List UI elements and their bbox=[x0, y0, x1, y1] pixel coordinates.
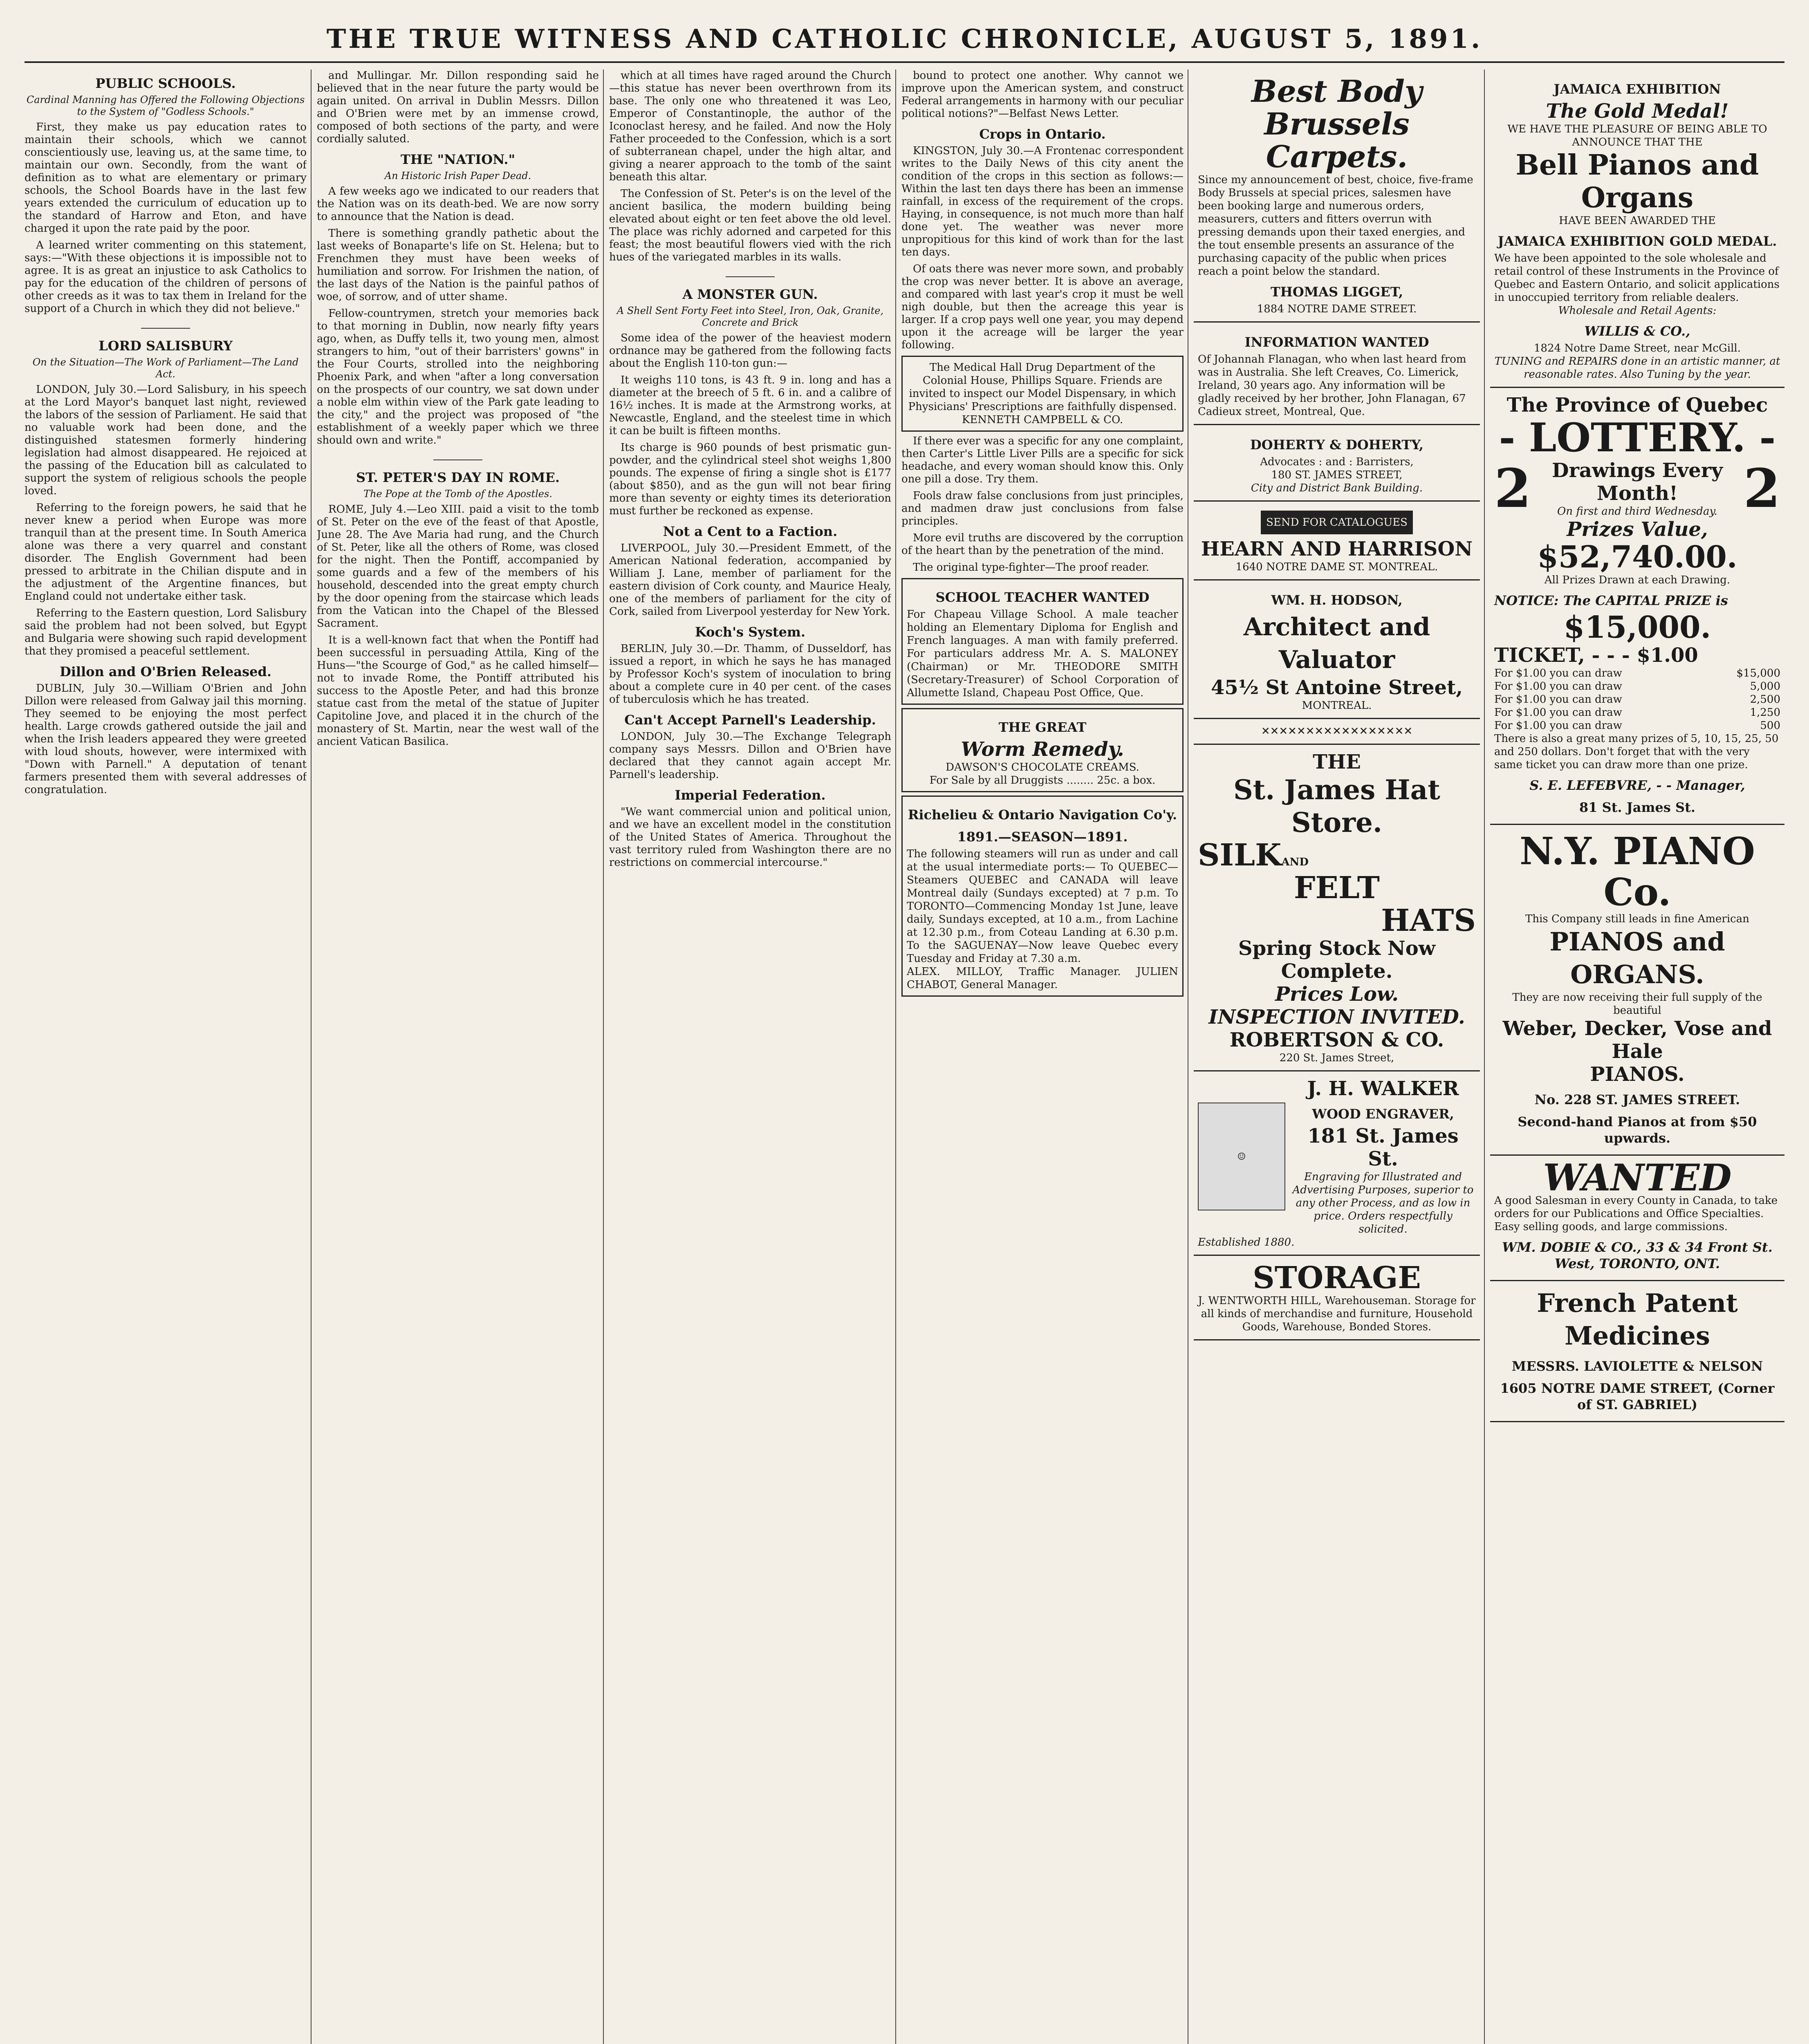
paragraph: LONDON, July 30.—The Exchange Telegraph company says Messrs. Dillon and O'Brien have declared that they cannot again accept Mr. Parnell's leadership. bbox=[609, 731, 891, 781]
ad-tuning: TUNING and REPAIRS done in an artistic manner, at reasonable rates. Also Tuning by the year. bbox=[1494, 355, 1780, 381]
headline-monster-gun: A MONSTER GUN. bbox=[682, 287, 818, 302]
ad-address: 1824 Notre Dame Street, near McGill. bbox=[1534, 342, 1741, 354]
ad-title: N.Y. PIANO Co. bbox=[1520, 829, 1755, 914]
prize-label: For $1.00 you can draw bbox=[1494, 680, 1622, 693]
paragraph: and Mullingar. Mr. Dillon responding said he believed that in the near future the party would be again united. On arrival in Dublin Messrs. Dillon and O'Brien were met by an immense crowd, composed of both sections of the party, and were cordially saluted. bbox=[317, 69, 599, 145]
paragraph: which at all times have raged around the Church—this statue has never been overthrown from its base. The only one who threatened it was Leo, Emperor of Constantinople, the author of the Iconoclast heresy, and he failed. And now the Holy Father proceeded to the Confession, which is a sort of subterranean chapel, under the high altar, and giving a nearer approach to the tomb of the saint beneath this altar. bbox=[609, 69, 891, 183]
ad-line: Spring Stock Now Complete. bbox=[1238, 937, 1436, 983]
column-rule bbox=[895, 69, 896, 2044]
ad-agents: Wholesale and Retail Agents: bbox=[1558, 305, 1717, 317]
notice-signature: KENNETH CAMPBELL & CO. bbox=[962, 414, 1123, 426]
portrait-engraving-icon: ☺ bbox=[1198, 1103, 1285, 1210]
newspaper-title: THE TRUE WITNESS AND CATHOLIC CHRONICLE, AUGUST 5, 1891. bbox=[326, 24, 1483, 54]
ad-kicker: The Gold Medal! bbox=[1546, 100, 1729, 123]
ad-headline: PIANOS and ORGANS. bbox=[1549, 927, 1725, 989]
prize-value: 5,000 bbox=[1750, 680, 1780, 693]
prizes-total: $52,740.00. bbox=[1537, 540, 1737, 575]
information-wanted-ad bbox=[1194, 323, 1480, 425]
paragraph: Referring to the foreign powers, he said that he never knew a period when Europe was more tranquil than at the present time. In South America alone was there a very quarrel and constant disorder. The English Government had been pressed to arbitrate in the Chilian dispute and in the adjustment of the Argentine finances, but England could not undertake either task. bbox=[25, 502, 307, 603]
ad-signature: ALEX. MILLOY, Traffic Manager. JULIEN CHABOT, General Manager. bbox=[907, 966, 1178, 991]
ticket-price: TICKET, - - - $1.00 bbox=[1494, 644, 1698, 667]
column-3 bbox=[609, 69, 891, 2044]
ad-headline: The Province of Quebec bbox=[1506, 394, 1768, 417]
ad-title: STORAGE bbox=[1253, 1260, 1421, 1295]
medical-hall-notice bbox=[901, 356, 1184, 432]
paragraph: "We want commercial union and political union, and we have an excellent model in the constitution of the United States of America. Throughout the vast territory ruled from Washington there are no restrictions on commercial intercourse." bbox=[609, 806, 891, 869]
headline-dillon-obrien: Dillon and O'Brien Released. bbox=[59, 664, 272, 679]
paragraph: Fools draw false conclusions from just principles, and madmen draw just conclusions from false principles. bbox=[901, 490, 1184, 527]
drawings-text bbox=[1535, 459, 1739, 518]
lottery-ad bbox=[1490, 388, 1784, 825]
ad-title: WOOD ENGRAVER, bbox=[1312, 1106, 1454, 1122]
badge-label: SEND FOR CATALOGUES bbox=[1266, 516, 1408, 529]
ad-brands: Weber, Decker, Vose and Hale bbox=[1502, 1017, 1772, 1063]
paragraph: Of oats there was never more sown, and probably the crop was never better. It is above an average, and compared with last year's crop it must be well nigh double, but then the acreage this year is larger. If a crop pays well one year, you may depend upon it the acreage will be larger the year following. bbox=[901, 263, 1184, 351]
wanted-salesman-ad bbox=[1490, 1156, 1784, 1281]
column-1 bbox=[25, 69, 307, 2044]
prize-label: For $1.00 you can draw bbox=[1494, 719, 1622, 732]
ad-title: SCHOOL TEACHER WANTED bbox=[935, 589, 1150, 605]
ad-established: Established 1880. bbox=[1198, 1236, 1295, 1248]
subhead: On the Situation—The Work of Parliament—The Land Act. bbox=[32, 356, 299, 380]
paragraph: Fellow-countrymen, stretch your memories back to that morning in Dublin, now nearly fifty years ago, when, as Duffy tells it, two young men, almost strangers to him, "out of their barristers' gowns" in the Four Courts, strolled into the neighboring Phoenix Park, and when "after a long conversation on the prospects of our country, we sat down under a noble elm within view of the Park gate leading to the city," and the project was proposed of "the establishment of a weekly paper which we three should own and write." bbox=[317, 307, 599, 446]
ad-title: Architect and Valuator bbox=[1243, 613, 1430, 674]
engraver-text bbox=[1290, 1077, 1476, 1236]
headline-parnell-leadership: Can't Accept Parnell's Leadership. bbox=[624, 712, 876, 728]
hat-store-ad bbox=[1194, 745, 1480, 1071]
subhead: A Shell Sent Forty Feet into Steel, Iron, Oak, Granite, Concrete and Brick bbox=[616, 305, 884, 328]
drawings-line: Drawings Every Month! bbox=[1552, 459, 1723, 505]
headline-imperial-federation: Imperial Federation. bbox=[675, 787, 826, 803]
ad-kicker: JAMAICA EXHIBITION bbox=[1553, 81, 1721, 97]
ad-name: WM. H. HODSON, bbox=[1271, 592, 1403, 608]
ad-address: No. 228 ST. JAMES STREET. bbox=[1534, 1092, 1740, 1107]
ads-column-2 bbox=[1490, 69, 1784, 2044]
ad-body: Engraving for Illustrated and Advertising Purposes, superior to any other Process, and as low in price. Orders respectfully solicited. bbox=[1292, 1171, 1474, 1235]
headline-st-peters-day: ST. PETER'S DAY IN ROME. bbox=[356, 470, 560, 485]
ad-body: Of Johannah Flanagan, who when last heard from was in Australia. She left Creaves, Co. Limerick, Ireland, 30 years ago. Any information will be gladly received by her brother, John Flanagan, 67 Cadieux street, Montreal, Que. bbox=[1198, 353, 1466, 418]
ad-line: WE HAVE THE PLEASURE OF BEING ABLE TO ANNOUNCE THAT THE bbox=[1507, 123, 1767, 148]
paragraph: Referring to the Eastern question, Lord Salisbury said the problem had not been solved, but Egypt and Bulgaria were showing such rapid development that they promised a peaceful settlement. bbox=[25, 607, 307, 657]
ad-address: WM. DOBIE & CO., 33 & 34 Front St. West, TORONTO, ONT. bbox=[1502, 1239, 1773, 1271]
divider bbox=[609, 268, 891, 280]
paragraph: It is a well-known fact that when the Pontiff had been successful in persuading Attila, King of the Huns—"the Scourge of God," as he called himself—not to invade Rome, the Pontiff attributed his success to the Apostle Peter, and had this bronze statue cast from the metal of the statue of Jupiter Capitoline Jove, and placed it in the church of the monastery of St. Martin, near the west wall of the ancient Vatican Basilica. bbox=[317, 634, 599, 748]
prize-value: 500 bbox=[1760, 719, 1780, 732]
prize-label: For $1.00 you can draw bbox=[1494, 667, 1622, 679]
ad-line: This Company still leads in fine American bbox=[1525, 913, 1749, 925]
column-rule bbox=[311, 69, 312, 2044]
ad-title: HEARN AND HARRISON bbox=[1201, 538, 1473, 560]
ad-manager: S. E. LEFEBVRE, - - Manager, bbox=[1529, 778, 1745, 793]
paragraph: bound to protect one another. Why cannot we improve upon the American system, and construct Federal arrangements in harmony with our peculiar political notions?"—Belfast News Letter. bbox=[901, 69, 1184, 120]
paragraph: A learned writer commenting on this statement, says:—"With these objections it is impossible not to agree. It is as great an injustice to ask Catholics to pay for the education of the children of persons of other creeds as it was to tax them in Ireland for the support of a Church in which they did not believe." bbox=[25, 239, 307, 315]
ad-kicker: THE bbox=[1313, 751, 1361, 773]
ad-line: 180 ST. JAMES STREET, bbox=[1271, 469, 1403, 481]
notice-text: The Medical Hall Drug Department of the Colonial House, Phillips Square. Friends are invited to inspect our Model Dispensary, in which Physicians' Prescriptions are faithfully dispensed. bbox=[908, 361, 1177, 413]
headline-public-schools: PUBLIC SCHOOLS. bbox=[95, 76, 236, 91]
ad-felt: FELT bbox=[1293, 870, 1380, 905]
prize-value: 2,500 bbox=[1750, 693, 1780, 706]
paragraph: If there ever was a specific for any one complaint, then Carter's Little Liver Pills are a specific for sick headache, and every woman should know this. Only one pill a dose. Try them. bbox=[901, 435, 1184, 485]
prize-label: For $1.00 you can draw bbox=[1494, 706, 1622, 719]
engraver-block bbox=[1198, 1077, 1476, 1236]
ad-line: They are now receiving their full supply of the beautiful bbox=[1512, 991, 1762, 1017]
silk-word: SILK bbox=[1198, 838, 1282, 873]
ad-headline: Brussels bbox=[1264, 107, 1410, 142]
paragraph: Its charge is 960 pounds of best prismatic gun-powder, and the cylindrical steel shot weighs 1,800 pounds. The expense of firing a single shot is £177 (about $850), and as the gun will not bear firing more than seventy or eighty times its deterioration must further be reckoned as expense. bbox=[609, 442, 891, 517]
prize-row bbox=[1494, 680, 1780, 693]
ad-title: St. James Hat Store. bbox=[1233, 774, 1440, 838]
headline-the-nation: THE "NATION." bbox=[400, 152, 516, 167]
paragraph: It weighs 110 tons, is 43 ft. 9 in. long and has a diameter at the breech of 5 ft. 6 in. and a calibre of 16½ inches. It is made at the Armstrong works, at Newcastle, England, and the steelest time in which it can be built is fifteen months. bbox=[609, 374, 891, 437]
paragraph: The Confession of St. Peter's is on the level of the ancient basilica, the modern building being elevated about eight or ten feet above the old level. The place was richly adorned and carpeted for this feast; the most beautiful flowers vied with the rich hues of the variegated marbles in its walls. bbox=[609, 188, 891, 263]
worm-remedy-ad bbox=[901, 708, 1184, 792]
ad-firm: ROBERTSON & CO. bbox=[1229, 1029, 1444, 1051]
ad-second-hand: Second-hand Pianos at from $50 upwards. bbox=[1518, 1114, 1757, 1146]
ad-address: 1640 NOTRE DAME ST. MONTREAL. bbox=[1235, 561, 1438, 573]
prize-value: $15,000 bbox=[1736, 667, 1780, 679]
ad-title: - LOTTERY. - bbox=[1499, 415, 1776, 461]
ad-title: French Patent Medicines bbox=[1537, 1288, 1738, 1351]
bell-pianos-ad bbox=[1490, 69, 1784, 388]
ad-hats: HATS bbox=[1381, 903, 1476, 938]
patent-medicines-ad bbox=[1490, 1281, 1784, 1422]
ad-title: Worm Remedy. bbox=[961, 738, 1124, 761]
ad-silk bbox=[1198, 839, 1476, 872]
prize-label: For $1.00 you can draw bbox=[1494, 693, 1622, 706]
drawings-number: 2 bbox=[1494, 457, 1531, 520]
capital-prize-notice: NOTICE: The CAPITAL PRIZE is bbox=[1494, 593, 1728, 608]
ad-body: We have been appointed to the sole wholesale and retail control of these Instruments in the Province of Quebec and Eastern Ontario, and solicit applications in unoccupied territory from reliable dealers. bbox=[1494, 252, 1780, 304]
paragraph: There is something grandly pathetic about the last weeks of Bonaparte's life on St. Helena; but to Frenchmen they must have been weeks of humiliation and sorrow. For Irishmen the nation, of the last days of the Nation is the painful pathos of woe, of sorrow, and of utter shame. bbox=[317, 227, 599, 303]
hodson-ad bbox=[1194, 580, 1480, 719]
paragraph: The original type-fighter—The proof reader. bbox=[913, 561, 1150, 574]
headline-crops-ontario: Crops in Ontario. bbox=[979, 126, 1106, 142]
column-rule bbox=[1484, 69, 1485, 2044]
paragraph: LONDON, July 30.—Lord Salisbury, in his speech at the Lord Mayor's banquet last night, reviewed the labors of the session of Parliament. He said that no valuable work had been done, and the distinguished statesmen formerly hindering legislation had almost disappeared. He rejoiced at the passing of the Education bill as calculated to support the system of religious schools the people loved. bbox=[25, 383, 307, 497]
ad-line: Advocates : and : Barristers, bbox=[1260, 456, 1414, 468]
ad-city: MONTREAL. bbox=[1302, 699, 1372, 712]
ads-column-1 bbox=[1194, 69, 1480, 2044]
ad-headline: Carpets. bbox=[1266, 139, 1408, 175]
ad-sale: For Sale by all Druggists ........ 25c. a box. bbox=[929, 774, 1156, 787]
ad-address: 81 St. James St. bbox=[1579, 800, 1696, 815]
carpets-ad bbox=[1194, 69, 1480, 323]
ad-name: THOMAS LIGGET, bbox=[1270, 284, 1403, 300]
drawings-days: On first and third Wednesday. bbox=[1557, 505, 1717, 518]
prizes-value-label: Prizes Value, bbox=[1567, 518, 1708, 541]
ad-body: For Chapeau Village School. A male teacher holding an Elementary Diploma for English and French languages. A man with family preferred. For particulars address Mr. A. S. MALONEY (Chairman) or Mr. THEODORE SMITH (Secretary-Treasurer) of School Corporation of Allumette Island, Chapeau Post Office, Que. bbox=[907, 608, 1178, 699]
headline-not-a-cent: Not a Cent to a Faction. bbox=[663, 524, 838, 539]
and-word: AND bbox=[1281, 856, 1309, 868]
doherty-ad bbox=[1194, 425, 1480, 502]
storage-ad bbox=[1194, 1256, 1480, 1340]
paragraph: More evil truths are discovered by the corruption of the heart than by the penetration of the mind. bbox=[901, 532, 1184, 557]
paragraph: ROME, July 4.—Leo XIII. paid a visit to the tomb of St. Peter on the eve of the feast of that Apostle, June 28. The Ave Maria had rung, and the Church of St. Peter, like all the others of Rome, was closed for the night. Then the Pontiff, accompanied by some guards and a few of the members of his household, descended into the great empty church by the door opening from the staircase which leads from the Vatican into the Chapel of the Blessed Sacrament. bbox=[317, 503, 599, 630]
ad-title: WANTED bbox=[1543, 1156, 1732, 1199]
column-rule bbox=[603, 69, 604, 2044]
hearn-harrison-ad bbox=[1194, 502, 1480, 580]
ad-body: There is also a great many prizes of 5, 10, 15, 25, 50 and 250 dollars. Don't forget that with the very same ticket you can draw more than one prize. bbox=[1494, 733, 1779, 771]
school-teacher-ad bbox=[901, 578, 1184, 705]
ad-line: DAWSON'S CHOCOLATE CREAMS. bbox=[946, 761, 1139, 773]
ad-kicker: THE GREAT bbox=[998, 719, 1087, 735]
ad-address: 1884 NOTRE DAME STREET. bbox=[1257, 303, 1417, 315]
ad-body: A good Salesman in every County in Canada, to take orders for our Publications and Office Specialties. Easy selling goods, and large commissions. bbox=[1494, 1195, 1778, 1233]
paragraph: First, they make us pay education rates to maintain their schools, which we cannot conscientiously use, leaving us, at the same time, to maintain our own. Secondly, from the want of definition as to what are elementary or primary schools, the School Boards have in the last few years extended the curriculum of education up to the standard of Harrow and Eton, and have charged it upon the rate paid by the poor. bbox=[25, 121, 307, 235]
ad-line: INSPECTION INVITED. bbox=[1208, 1006, 1465, 1029]
ad-firm: MESSRS. LAVIOLETTE & NELSON bbox=[1511, 1358, 1763, 1374]
ad-title: DOHERTY & DOHERTY, bbox=[1250, 437, 1424, 453]
navigation-co-ad bbox=[901, 796, 1184, 997]
divider bbox=[25, 319, 307, 332]
paragraph: KINGSTON, July 30.—A Frontenac correspondent writes to the Daily News of this city anent the condition of the crops in this section as follows:—Within the last ten days there has been an immense rainfall, in excess of the requirement of the crops. Haying, in consequence, is not much more than half done yet. The weather was never more unpropitious for this kind of work than for the last ten days. bbox=[901, 145, 1184, 258]
ad-address: 45½ St Antoine Street, bbox=[1211, 676, 1463, 699]
paragraph: A few weeks ago we indicated to our readers that the Nation was on its death-bed. We are now sorry to announce that the Nation is dead. bbox=[317, 185, 599, 223]
ad-season: 1891.—SEASON—1891. bbox=[957, 829, 1128, 845]
ad-body: The following steamers will run as under and call at the usual intermediate ports:— To QUEBEC—Steamers QUEBEC and CANADA will leave Montreal daily (Sundays excepted) at 7 p.m. To TORONTO—Commencing Monday 1st June, leave daily, Sundays excepted, at 10 a.m., from Lachine at 12.30 p.m., from Coteau Landing at 6.30 p.m. To the SAGUENAY—Now leave Quebec every Tuesday and Friday at 7.30 a.m. bbox=[907, 848, 1178, 965]
prize-row bbox=[1494, 693, 1780, 706]
drawings-number: 2 bbox=[1743, 457, 1780, 520]
paragraph: LIVERPOOL, July 30.—President Emmett, of the American National federation, accompanied by William J. Lane, member of parliament for the eastern division of Cork county, and Maurice Healy, one of the members of parliament for the city of Cork, sailed from Liverpool yesterday for New York. bbox=[609, 542, 891, 618]
column-4 bbox=[901, 69, 1184, 2044]
ad-line: HAVE BEEN AWARDED THE bbox=[1559, 215, 1716, 227]
ornament: ✕✕✕✕✕✕✕✕✕✕✕✕✕✕✕✕✕ bbox=[1261, 725, 1413, 737]
prize-row bbox=[1494, 706, 1780, 719]
ornament-row bbox=[1194, 719, 1480, 745]
ad-line: JAMAICA EXHIBITION GOLD MEDAL. bbox=[1497, 233, 1777, 249]
prize-value: 1,250 bbox=[1750, 706, 1780, 719]
ad-address: 1605 NOTRE DAME STREET, (Corner of ST. GABRIEL) bbox=[1500, 1381, 1775, 1412]
ad-title: Bell Pianos and Organs bbox=[1515, 149, 1759, 214]
paragraph: Some idea of the power of the heaviest modern ordnance may be gathered from the following facts about the English 110-ton gun:— bbox=[609, 332, 891, 370]
prize-row bbox=[1494, 719, 1780, 732]
ad-name: WILLIS & CO., bbox=[1584, 323, 1690, 339]
headline-kochs-system: Koch's System. bbox=[695, 624, 805, 640]
ad-line: City and District Bank Building. bbox=[1251, 482, 1423, 494]
ad-address: 181 St. James St. bbox=[1307, 1125, 1459, 1170]
ad-address: 220 St. James Street, bbox=[1279, 1052, 1394, 1064]
masthead bbox=[25, 16, 1784, 63]
headline-lord-salisbury: LORD SALISBURY bbox=[99, 338, 233, 354]
paragraph: DUBLIN, July 30.—William O'Brien and John Dillon were released from Galway jail this morning. They seemed to be enjoying the most perfect health. Large crowds gathered outside the jail and when the Irish leaders appeared they were greeted with loud shouts, however, were intermixed with "Down with Parnell." A deputation of tenant farmers presented them with several addresses of congratulation. bbox=[25, 682, 307, 796]
ad-body: Since my announcement of best, choice, five-frame Body Brussels at special prices, salesmen have been booking large and numerous orders, measurers, cutters and fitters overrun with pressing demands upon their taxed energies, and the tout ensemble presents an assurance of the purchasing capacity of the public when prices reach a point below the standard. bbox=[1198, 174, 1473, 278]
prize-row bbox=[1494, 667, 1780, 680]
capital-prize: $15,000. bbox=[1563, 610, 1711, 645]
ad-line: Prices Low. bbox=[1275, 983, 1399, 1006]
subhead: An Historic Irish Paper Dead. bbox=[384, 170, 531, 182]
walker-engraver-ad bbox=[1194, 1071, 1480, 1256]
ad-name: J. H. WALKER bbox=[1307, 1077, 1459, 1100]
ad-title: Richelieu & Ontario Navigation Co'y. bbox=[908, 807, 1177, 823]
paragraph: BERLIN, July 30.—Dr. Thamm, of Dusseldorf, has issued a report, in which he says he has managed by Professor Koch's system of inoculation to bring about a complete cure in 40 per cent. of the cases of tuberculosis which he has treated. bbox=[609, 643, 891, 706]
catalogue-badge bbox=[1261, 511, 1413, 534]
ad-line: All Prizes Drawn at each Drawing. bbox=[1544, 574, 1731, 586]
divider bbox=[317, 451, 599, 464]
ad-body: J. WENTWORTH HILL, Warehouseman. Storage for all kinds of merchandise and furniture, Household Goods, Warehouse, Bonded Stores. bbox=[1198, 1295, 1476, 1333]
subhead: The Pope at the Tomb of the Apostles. bbox=[363, 488, 552, 500]
drawings-block bbox=[1494, 459, 1780, 518]
column-2 bbox=[317, 69, 599, 2044]
subhead: Cardinal Manning has Offered the Following Objections to the System of "Godless Schools." bbox=[26, 94, 305, 117]
ny-piano-ad bbox=[1490, 825, 1784, 1156]
ad-headline: Best Body bbox=[1251, 74, 1422, 109]
ad-title: INFORMATION WANTED bbox=[1244, 334, 1429, 350]
ad-line: PIANOS. bbox=[1590, 1063, 1685, 1086]
